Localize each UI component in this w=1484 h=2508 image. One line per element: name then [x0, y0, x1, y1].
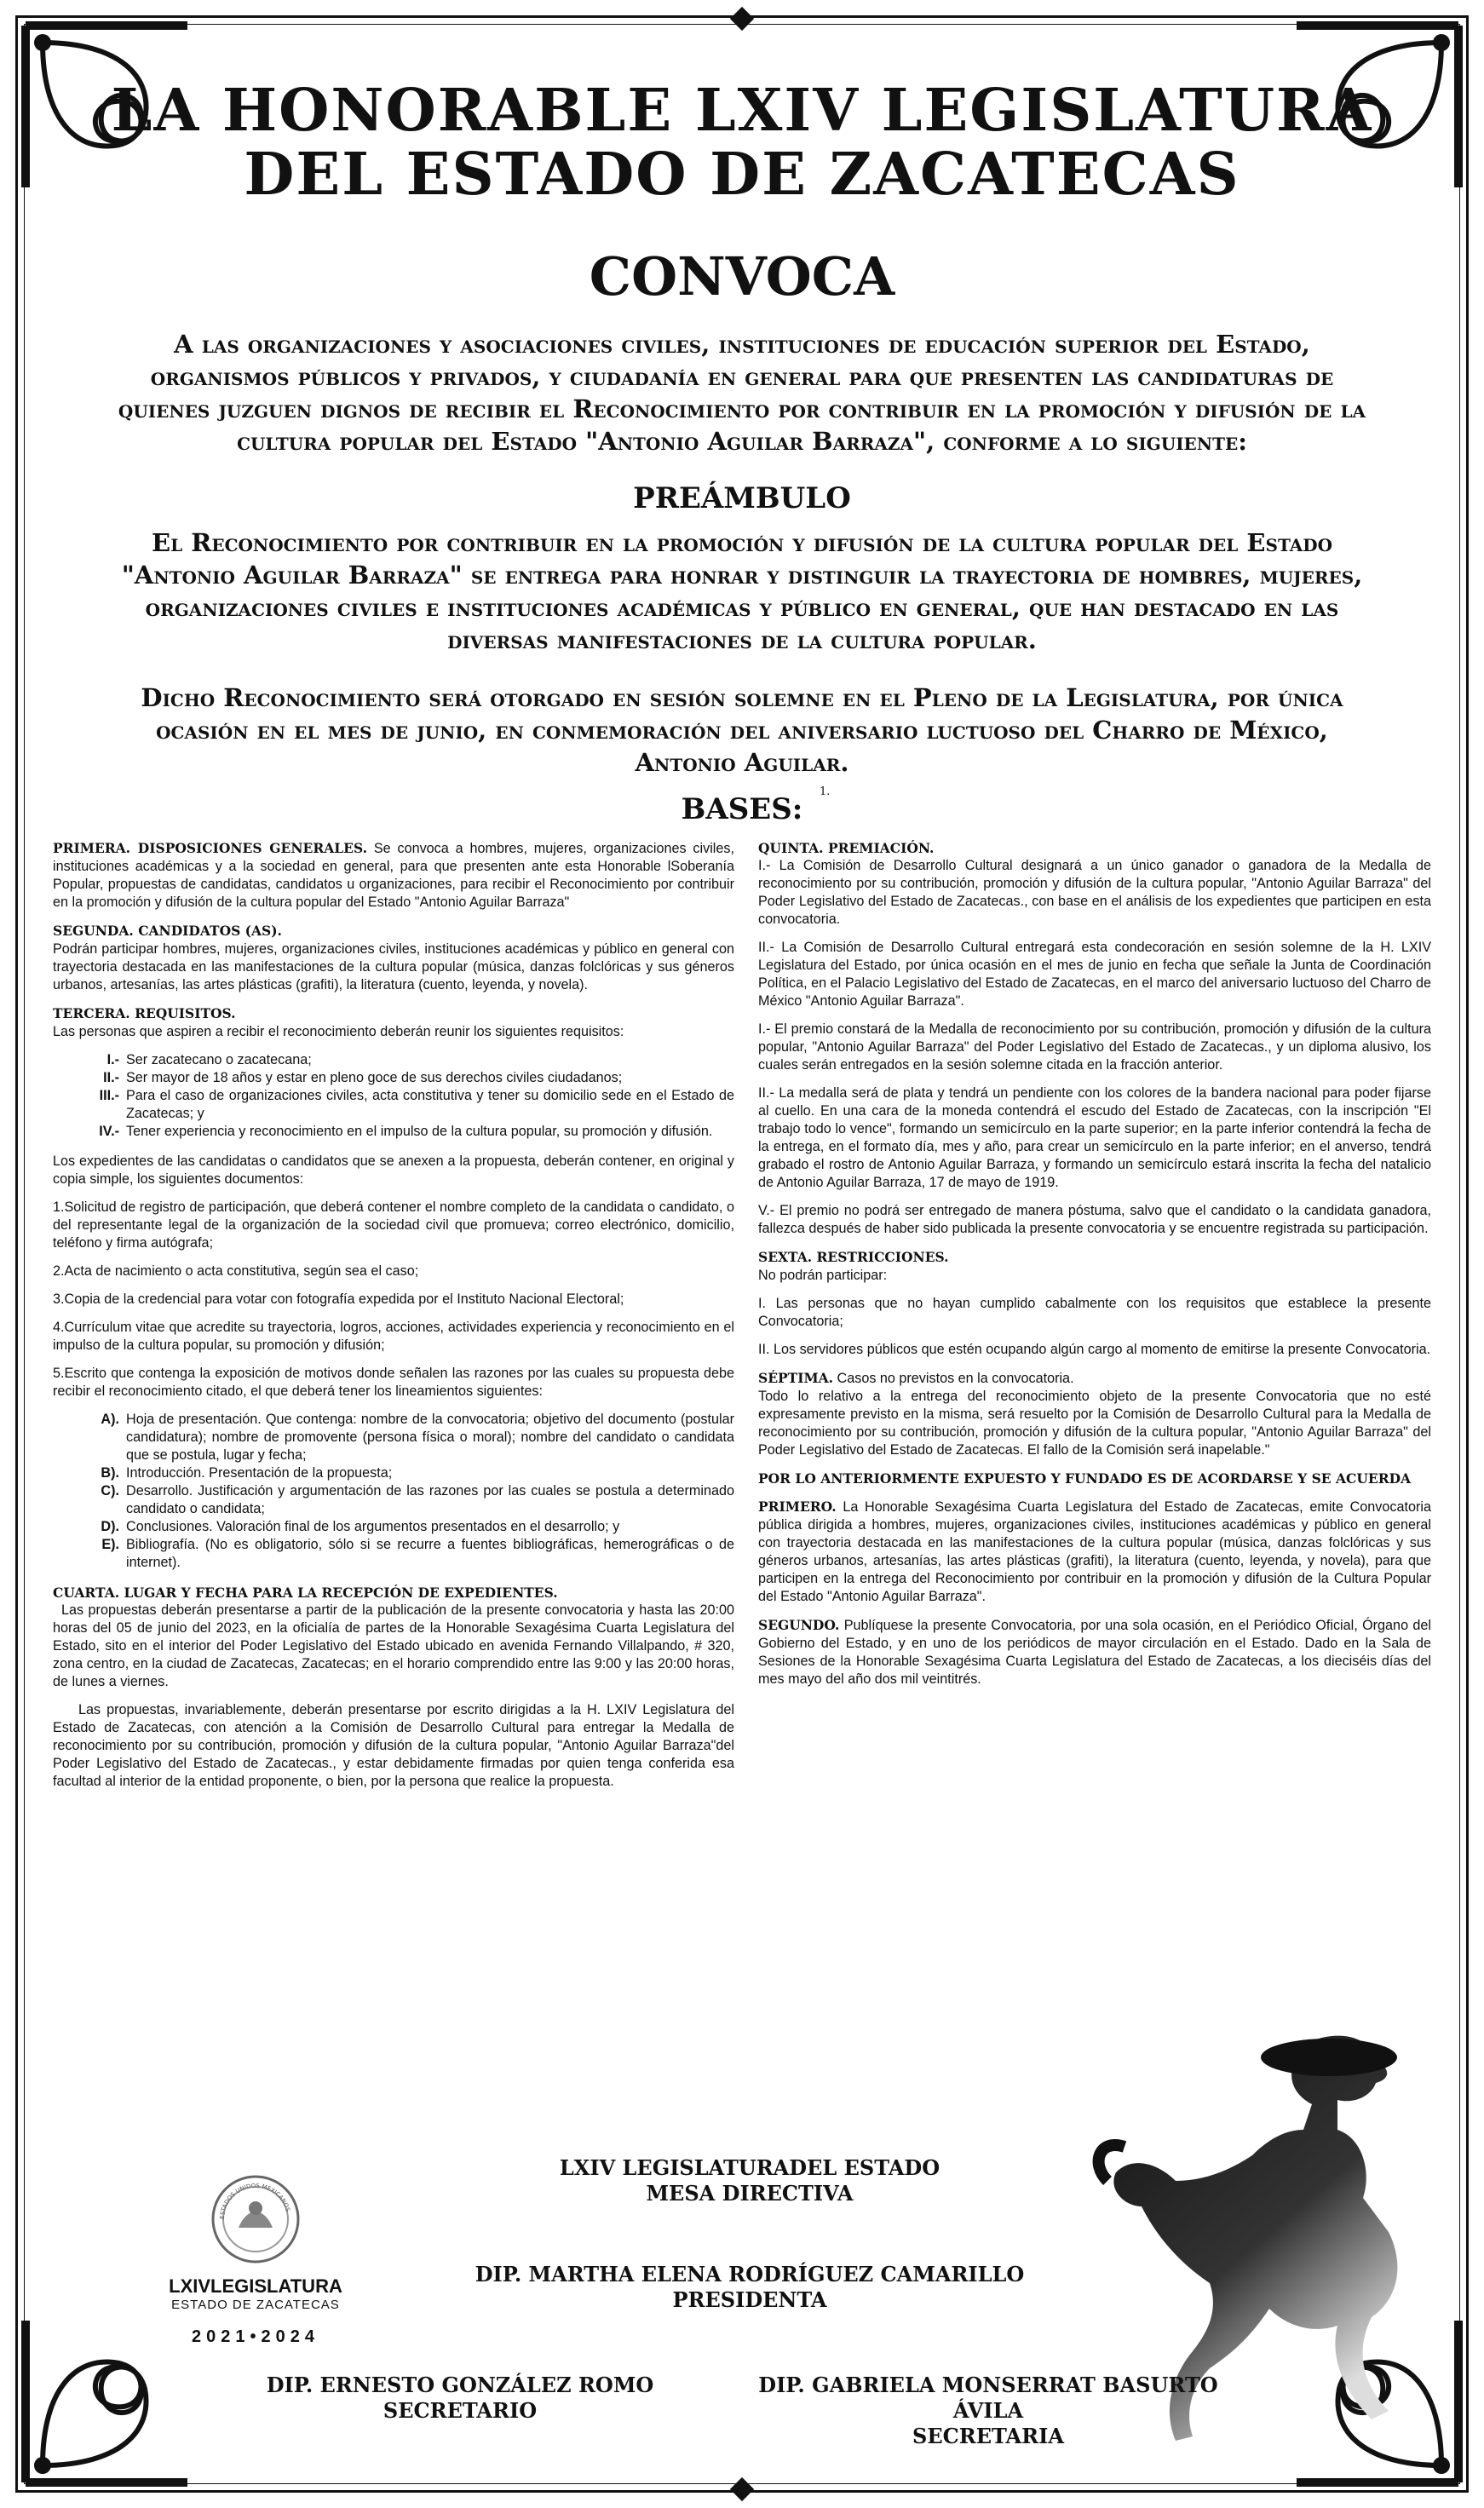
quinta-item-3: I.- El premio constará de la Medalla de reconocimiento por su contribución, promoción y difusión de la cultura popular, "Antonio Aguilar Barraza" del Poder Legislativo del Estado de Zacatecas., y un diploma alusivo, los cuales serán entregados en la sesión solemne citada en la fracción anterior. — [758, 1021, 1431, 1073]
quinta-item-1: I.- La Comisión de Desarrollo Cultural designará a un único ganador o ganadora de la Medalla de reconocimiento por su contribución, promoción y difusión de la cultura popular, "Antonio Aguilar Barraza" del Poder Legislativo del Estado de Zacatecas., con base en el análisis de los expedientes que participen en esta convocatoria. — [758, 858, 1431, 927]
cuarta-text-2: Las propuestas, invariablemente, deberán presentarse por escrito dirigidas a la H. LXIV Legislatura del Estado de Zacatecas, con atención a la Comisión de Desarrollo Cultural para entregar la Medalla de reconocimiento por su contribución, promoción y difusión de la cultura popular, "Antonio Aguilar Barraza"del Poder Legislativo del Estado de Zacatecas., y estar debidamente firmadas por quien tenga conferida esa facultad al interior de la entidad proponente, o bien, por la persona que realice la propuesta. — [53, 1702, 734, 1789]
sexta-item-1: I. Las personas que no hayan cumplido cabalmente con los requisitos que establece la presente Convocatoria; — [758, 1296, 1431, 1329]
preamble-heading: PREÁMBULO — [633, 481, 851, 515]
cuarta-heading: CUARTA. LUGAR Y FECHA PARA LA RECEPCIÓN DE EXPEDIENTES. — [53, 1585, 558, 1601]
presidenta-role: PRESIDENTA — [672, 2287, 827, 2312]
right-column — [758, 839, 1431, 1699]
preamble-text-2: Dicho Reconocimiento será otorgado en sesión solemne en el Pleno de la Legislatura, por única ocasión en el mes de junio, en conmemoración del aniversario luctuoso del Charro de México, Antonio Aguilar. — [141, 683, 1343, 777]
primera-text: Se convoca a hombres, mujeres, organizaciones civiles, instituciones académicas y a la sociedad en general, para que presenten ante esta Honorable lSoberanía Popular, propuestas de candidatas, candidatos u organizaciones, para recibir el Reconocimiento por contribuir en la promoción y difusión de la cultura popular del Estado "Antonio Aguilar Barraza" — [53, 841, 734, 910]
tercera-section — [53, 1004, 734, 1041]
signature-block-secretaria — [741, 2373, 1235, 2449]
left-column — [53, 839, 734, 1801]
bases-footnote: 1. — [820, 785, 831, 798]
tercera-text: Las personas que aspiren a recibir el reconocimiento deberán reunir los siguientes requisitos: — [53, 1024, 624, 1039]
primero-heading: PRIMERO. — [758, 1498, 837, 1515]
secretaria-name: DIP. GABRIELA MONSERRAT BASURTO ÁVILA — [758, 2373, 1218, 2423]
list-item: D). Conclusiones. Valoración final de los argumentos presentados en el desarrollo; y — [101, 1519, 620, 1534]
septima-text: Todo lo relativo a la entrega del reconocimiento objeto de la presente Convocatoria que no esté expresamente previsto en la misma, será resuelto por la Comisión de Desarrollo Cultural para la Medalla de reconocimiento por su contribución, promoción y difusión de la cultura popular, "Antonio Aguilar Barraza" del Poder Legislativo del Estado de Zacatecas. El fallo de la Comisión será inapelable." — [758, 1389, 1431, 1458]
document-item-2: 2.Acta de nacimiento o acta constitutiva, según sea el caso; — [53, 1263, 419, 1279]
tercera-heading: TERCERA. REQUISITOS. — [53, 1005, 236, 1021]
primera-heading: PRIMERA. DISPOSICIONES GENERALES. — [53, 840, 367, 856]
list-item: B). Introducción. Presentación de la propuesta; — [101, 1465, 393, 1481]
secretario-role: SECRETARIO — [383, 2398, 538, 2423]
logo-name: LXIVLEGISLATURA — [169, 2275, 342, 2297]
document-item-3: 3.Copia de la credencial para votar con fotografía expedida por el Instituto Nacional Electoral; — [53, 1291, 624, 1307]
list-item: C). Desarrollo. Justificación y argumentación de las razones por las cuales se postula a determinado candidato o candidata; — [101, 1483, 734, 1516]
mesa-directiva-label: MESA DIRECTIVA — [646, 2181, 854, 2206]
acuerda-heading: POR LO ANTERIORMENTE EXPUESTO Y FUNDADO ES DE ACORDARSE Y SE ACUERDA — [758, 1470, 1412, 1487]
sexta-item-2: II. Los servidores públicos que estén ocupando algún cargo al momento de emitirse la presente Convocatoria. — [758, 1342, 1431, 1357]
primera-section — [53, 839, 734, 912]
sexta-section — [758, 1248, 1431, 1285]
document-item-1: 1.Solicitud de registro de participación, que deberá contener el nombre completo de la candidata o candidato, o del representante legal de la organización de la sociedad civil que promueva; correo electrónico, domicilio, teléfono y firma autógrafa; — [53, 1199, 734, 1251]
logo-years: 2021•2024 — [192, 2327, 319, 2346]
list-item: IV.- Tener experiencia y reconocimiento en el impulso de la cultura popular, su promoción y difusión. — [99, 1124, 713, 1139]
sexta-text: No podrán participar: — [758, 1268, 888, 1283]
cuarta-text-1: Las propuestas deberán presentarse a partir de la publicación de la presente convocatoria y hasta las 20:00 horas del 05 de junio del 2023, en la oficialía de partes de la Honorable Sexagésima Cuarta Legislatura del Estado, sito en el interior del Poder Legislativo del Estado ubicado en avenida Fernando Villalpando, # 320, zona centro, en la ciudad de Zacatecas, Zacatecas; en el horario comprendido entre las 9:00 y las 20:00 horas, de lunes a viernes. — [53, 1602, 734, 1689]
diamond-bottom-ornament — [725, 2472, 759, 2506]
primero-text: La Honorable Sexagésima Cuarta Legislatura del Estado de Zacatecas, emite Convocatoria pública dirigida a hombres, mujeres, organizaciones civiles, instituciones académicas y público en general con trayectoria destacada en las manifestaciones de la cultura popular (música, danzas folclóricas y sus géneros urbanos, artesanías, las artes plásticas (grafiti), la literatura (cuento, leyenda, y novela), para que participen en la entrega del Reconocimiento por contribuir en la promoción y difusión de la Cultura Popular del Estado "Antonio Aguilar Barraza". — [758, 1499, 1431, 1604]
guidelines-list — [53, 1411, 734, 1572]
segundo-heading: SEGUNDO. — [758, 1617, 840, 1633]
secretaria-role: SECRETARIA — [912, 2424, 1064, 2448]
legislature-logo — [162, 2172, 349, 2346]
quinta-item-4: II.- La medalla será de plata y tendrá un pendiente con los colores de la bandera nacional para poder fijarse al cuello. En una cara de la moneda contendrá el escudo del Estado de Zacatecas, con la inscripción "El trabajo todo lo vence", formando un semicírculo en la parte superior; en la parte inferior contendrá la fecha de la entrega, en el formato día, mes y año, para crear un semicírculo en la parte inferior; en el anverso, tendrá grabado el rostro de Antonio Aguilar Barraza, y formando un semicírculo estará inscrita la fecha del natalicio de Antonio Aguilar Barraza, 17 de mayo de 1919. — [758, 1085, 1431, 1190]
convoca-heading: CONVOCA — [589, 245, 895, 308]
quinta-heading: QUINTA. PREMIACIÓN. — [758, 840, 935, 856]
title-line-2: DEL ESTADO DE ZACATECAS — [244, 141, 1240, 209]
bases-heading: BASES: — [681, 792, 803, 826]
secretario-name: DIP. ERNESTO GONZÁLEZ ROMO — [266, 2373, 654, 2397]
signature-block-directiva — [528, 2155, 971, 2206]
segunda-text: Podrán participar hombres, mujeres, organizaciones civiles, instituciones académicas y público en general con trayectoria destacada en las manifestaciones de la cultura popular (música, danzas folclóricas y sus géneros urbanos, artesanías, las artes plásticas (grafiti), la literatura (cuento, leyenda, y novela). — [53, 941, 734, 992]
title-line-1: LA HONORABLE LXIV LEGISLATURA — [111, 77, 1373, 145]
document-item-5: 5.Escrito que contenga la exposición de motivos donde señalen las razones por las cuales su propuesta debe recibir el reconocimiento citado, el que deberá tener los lineamientos siguientes: — [53, 1366, 734, 1399]
signature-block-presidenta — [426, 2262, 1073, 2313]
list-item: E). Bibliografía. (No es obligatorio, sólo si se recurre a fuentes bibliográficas, hemerográficas o de internet). — [101, 1537, 734, 1570]
list-item: II.- Ser mayor de 18 años y estar en pleno goce de sus derechos civiles ciudadanos; — [103, 1070, 623, 1085]
segundo-text: Publíquese la presente Convocatoria, por una sola ocasión, en el Periódico Oficial, Órgano del Gobierno del Estado, y en uno de los periódicos de mayor circulación en el Estado. Dado en la Sala de Sesiones de la Honorable Sexagésima Cuarta Legislatura del Estado de Zacatecas, a los dieciséis días del mes mayo del año dos mil veintitrés. — [758, 1618, 1431, 1687]
list-item: A). Hoja de presentación. Que contenga: nombre de la convocatoria; objetivo del documento (postular candidatura); nombre de promovente (persona física o moral); nombre del candidato o candidata que se postula, lugar y fecha; — [101, 1412, 734, 1463]
legislature-label: LXIV LEGISLATURADEL ESTADO — [559, 2155, 940, 2180]
requirements-list — [53, 1051, 734, 1141]
seal-icon — [209, 2172, 302, 2266]
diamond-top-ornament — [725, 2, 759, 36]
signature-block-secretario — [239, 2373, 682, 2424]
expedientes-text: Los expedientes de las candidatas o candidatos que se anexen a la propuesta, deberán contener, en original y copia simple, los siguientes documentos: — [53, 1153, 734, 1187]
presidenta-name: DIP. MARTHA ELENA RODRÍGUEZ CAMARILLO — [475, 2262, 1025, 2287]
document-item-4: 4.Currículum vitae que acredite su trayectoria, logros, acciones, actividades experiencia y reconocimiento en el impulso de la cultura popular, su promoción y difusión; — [53, 1320, 734, 1353]
logo-state: ESTADO DE ZACATECAS — [171, 2298, 340, 2312]
septima-section — [758, 1369, 1431, 1459]
segunda-section — [53, 922, 734, 994]
segundo-section — [758, 1616, 1431, 1688]
quinta-item-5: V.- El premio no podrá ser entregado de manera póstuma, salvo que el candidato o la candidata ganadora, fallezca después de haber sido publicada la presente convocatoria y se encuentre registrada su participación. — [758, 1203, 1431, 1236]
septima-subheading: Casos no previstos en la convocatoria. — [833, 1371, 1074, 1386]
segunda-heading: SEGUNDA. CANDIDATOS (AS). — [53, 923, 282, 939]
primero-section — [758, 1498, 1431, 1606]
quinta-item-2: II.- La Comisión de Desarrollo Cultural entregará esta condecoración en sesión solemne de la H. LXIV Legislatura del Estado, por única ocasión en el mes de junio en fecha que señale la Junta de Coordinación Política, en el Palacio Legislativo del Estado de Zacatecas, en el marco del aniversario luctuoso del Charro de México "Antonio Aguilar Barraza". — [758, 940, 1431, 1009]
seal-text: ESTADOS UNIDOS MEXICANOS — [218, 2182, 291, 2220]
preamble-text: El Reconocimiento por contribuir en la promoción y difusión de la cultura popular del Estado "Antonio Aguilar Barraza" se entrega para honrar y distinguir la trayectoria de hombres, mujeres, organizaciones civiles e instituciones académicas y público en general, que han destacado en las diversas manifestaciones de la cultura popular. — [121, 528, 1363, 654]
sexta-heading: SEXTA. RESTRICCIONES. — [758, 1249, 949, 1265]
septima-heading: SÉPTIMA. — [758, 1370, 834, 1386]
intro-paragraph: A las organizaciones y asociaciones civiles, instituciones de educación superior del Estado, organismos públicos y privados, y ciudadanía en general para que presenten las candidaturas de quienes juzguen dignos de recibir el Reconocimiento por contribuir en la promoción y difusión de la cultura popular del Estado "Antonio Aguilar Barraza", conforme a lo siguiente: — [118, 330, 1366, 456]
list-item: I.- Ser zacatecano o zacatecana; — [106, 1052, 312, 1067]
list-item: III.- Para el caso de organizaciones civiles, acta constitutiva y tener su domicilio sede en el Estado de Zacatecas; y — [99, 1088, 734, 1121]
